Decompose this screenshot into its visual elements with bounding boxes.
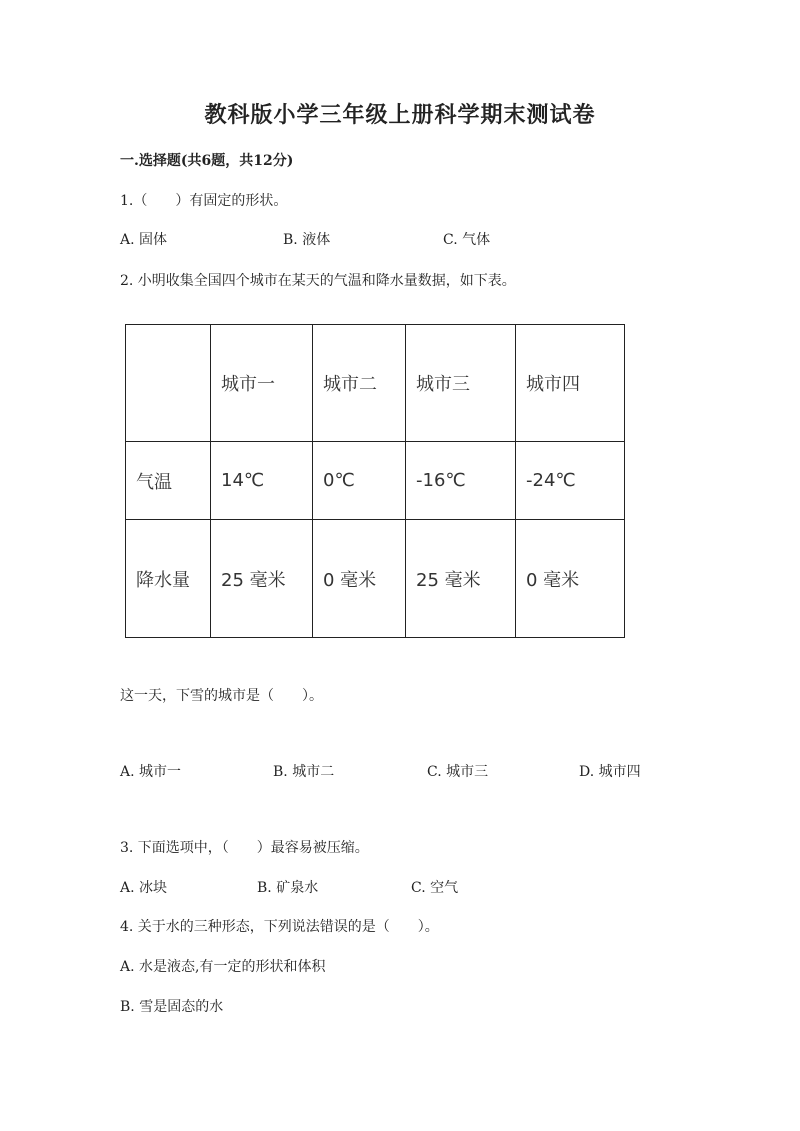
page-title: 教科版小学三年级上册科学期末测试卷 [204, 102, 596, 128]
table-cell: 0℃ [313, 442, 406, 520]
city-data-table [125, 324, 625, 638]
table-row-label: 降水量 [126, 520, 211, 638]
table-row-label: 气温 [126, 442, 211, 520]
question-4-option-b: B. 雪是固态的水 [120, 999, 224, 1015]
question-1-option-c: C. 气体 [443, 232, 491, 248]
table-header-row [126, 325, 625, 442]
table-cell: 0 毫米 [516, 520, 625, 638]
table-row [126, 442, 625, 520]
table-cell: -24℃ [516, 442, 625, 520]
question-2-option-c: C. 城市三 [427, 764, 489, 780]
table-header-cell: 城市三 [406, 325, 516, 442]
question-4-option-a: A. 水是液态,有一定的形状和体积 [120, 959, 326, 975]
section-heading: 一.选择题(共6题，共12分) [120, 153, 294, 169]
table-corner-cell [126, 325, 211, 442]
question-2-stem: 2. 小明收集全国四个城市在某天的气温和降水量数据，如下表。 [120, 273, 516, 289]
question-1-option-a: A. 固体 [120, 232, 168, 248]
question-1-stem: 1.（ ）有固定的形状。 [120, 193, 288, 209]
question-1-option-b: B. 液体 [283, 232, 331, 248]
table-header-cell: 城市一 [211, 325, 313, 442]
table-cell: 25 毫米 [211, 520, 313, 638]
table-cell: 25 毫米 [406, 520, 516, 638]
question-2-option-d: D. 城市四 [579, 764, 641, 780]
question-2-option-b: B. 城市二 [273, 764, 335, 780]
table-cell: 14℃ [211, 442, 313, 520]
question-2-prompt: 这一天，下雪的城市是（ ）。 [120, 688, 323, 704]
question-3-option-a: A. 冰块 [120, 880, 168, 896]
table-header-cell: 城市二 [313, 325, 406, 442]
table-cell: -16℃ [406, 442, 516, 520]
table-row [126, 520, 625, 638]
question-3-option-b: B. 矿泉水 [257, 880, 319, 896]
question-4-stem: 4. 关于水的三种形态，下列说法错误的是（ ）。 [120, 919, 439, 935]
table-header-cell: 城市四 [516, 325, 625, 442]
question-3-option-c: C. 空气 [411, 880, 459, 896]
table-cell: 0 毫米 [313, 520, 406, 638]
question-3-stem: 3. 下面选项中，（ ）最容易被压缩。 [120, 840, 369, 856]
question-2-option-a: A. 城市一 [120, 764, 182, 780]
